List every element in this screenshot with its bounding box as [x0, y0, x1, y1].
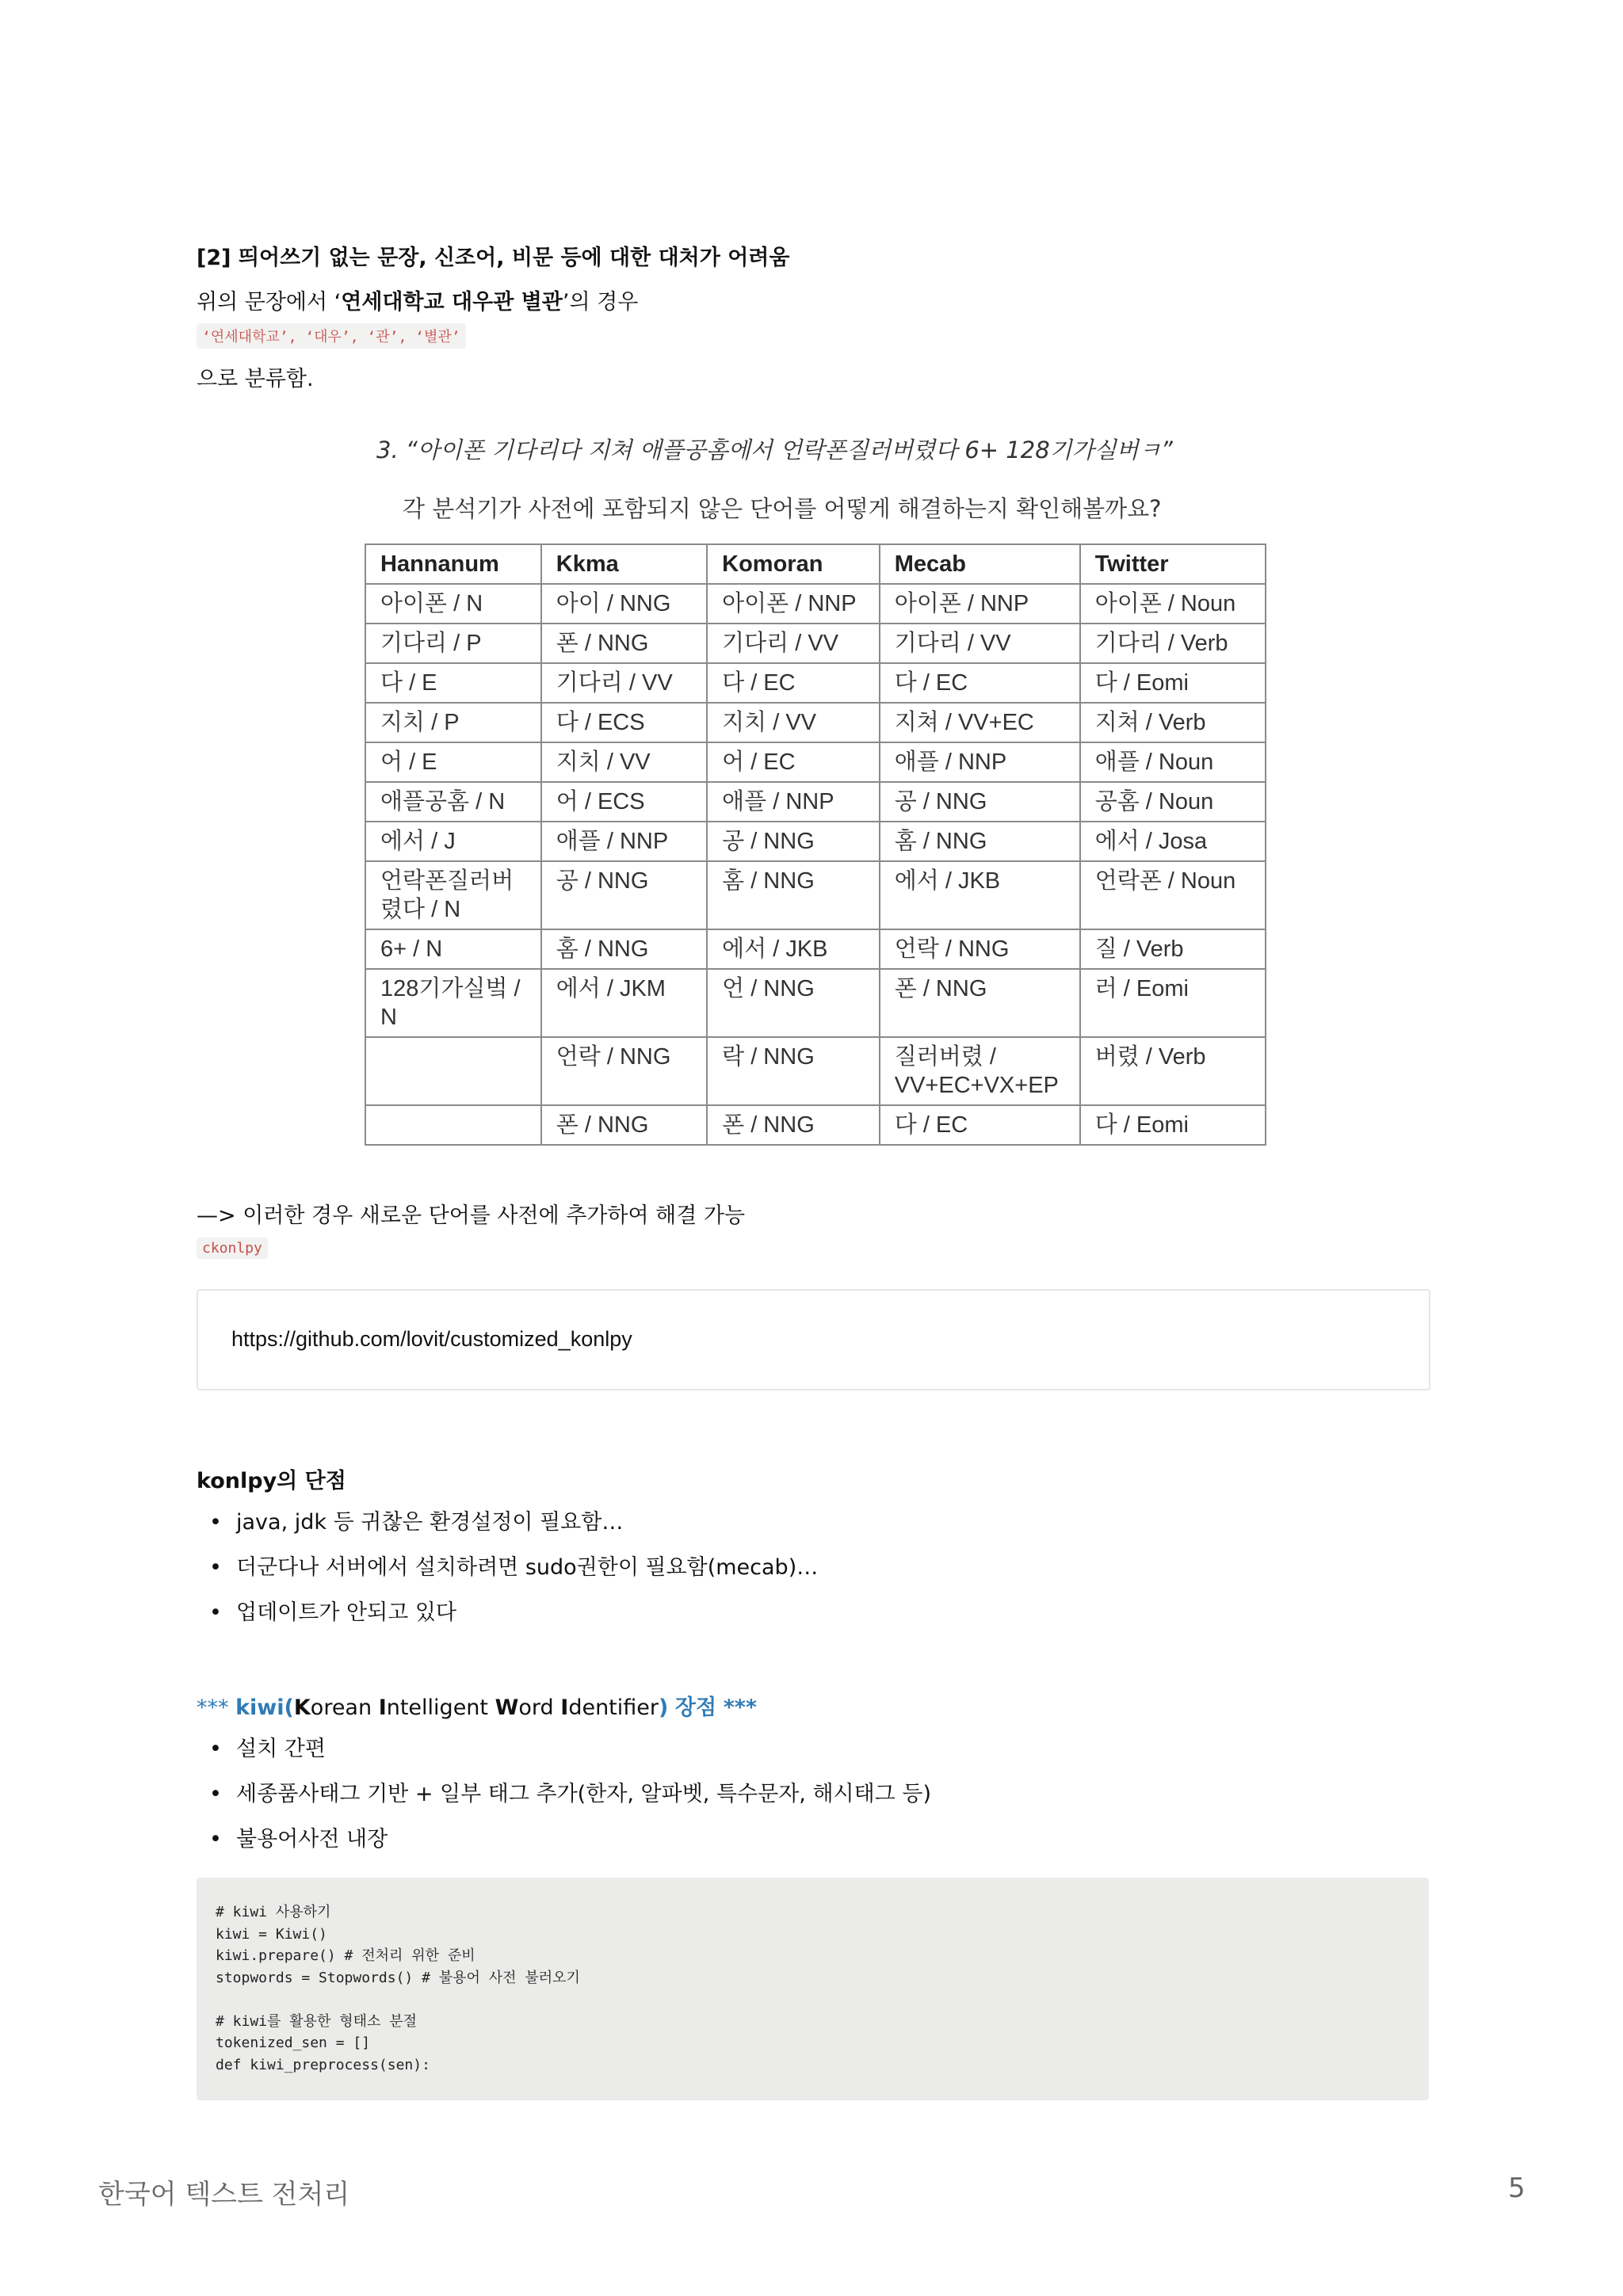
kiwi-ntelligent: ntelligent [386, 1695, 495, 1720]
split-code-chip: ‘연세대학교’, ‘대우’, ‘관’, ‘별관’ [197, 323, 466, 349]
solution-text: —> 이러한 경우 새로운 단어를 사전에 추가하여 해결 가능 [197, 1203, 746, 1228]
table-cell: 언 / NNG [707, 969, 880, 1037]
kiwi-heading [197, 1690, 757, 1721]
table-cell: 다 / E [365, 663, 541, 703]
kiwi-pros-label: 장점 [674, 1695, 717, 1720]
table-cell: 아이폰 / NNP [880, 584, 1080, 624]
table-cell: 폰 / NNG [880, 969, 1080, 1037]
kiwi-stars: *** [197, 1695, 229, 1720]
table-cell: 홈 / NNG [541, 929, 707, 969]
table-cell [365, 1037, 541, 1105]
table-cell: 공 / NNG [541, 861, 707, 929]
code-block [197, 1878, 1429, 2100]
kiwi-paren-close: ) [658, 1695, 669, 1720]
table-cell: 폰 / NNG [541, 624, 707, 663]
kiwi-ord: ord [518, 1695, 561, 1720]
list-item: • 업데이트가 안되고 있다 [197, 1597, 818, 1642]
table-cell: 다 / EC [880, 1105, 1080, 1145]
column-header: Mecab [880, 544, 1080, 584]
table-cell [365, 1105, 541, 1145]
table-cell: 128기가실벜 / N [365, 969, 541, 1037]
table-cell: 폰 / NNG [707, 1105, 880, 1145]
table-row [365, 584, 1266, 624]
table-row [365, 822, 1266, 861]
table-cell: 지치 / VV [707, 703, 880, 742]
column-header: Hannanum [365, 544, 541, 584]
table-cell: 지치 / P [365, 703, 541, 742]
intro-paragraph [197, 284, 638, 315]
list-item: • 더군다나 서버에서 설치하려면 sudo권한이 필요함(mecab)… [197, 1552, 818, 1597]
column-header: Komoran [707, 544, 880, 584]
code-content: # kiwi 사용하기 kiwi = Kiwi() kiwi.prepare() # 전처리 위한 준비 stopwords = Stopwords() # 불용어 사전 불러오기 # kiwi를 활용한 형태소 분절 tokenized_sen = [] def kiwi_preprocess(sen): [216, 1904, 580, 2073]
table-cell: 언락 / NNG [880, 929, 1080, 969]
table-cell: 애플 / NNP [880, 742, 1080, 782]
table-cell: 아이폰 / NNP [707, 584, 880, 624]
cons-list [197, 1507, 818, 1642]
table-cell: 애플 / NNP [541, 822, 707, 861]
table-cell: 기다리 / P [365, 624, 541, 663]
classified-text: 으로 분류함. [197, 367, 314, 391]
table-cell: 홈 / NNG [707, 861, 880, 929]
intro-prefix: 위의 문장에서 ‘ [197, 290, 342, 315]
table-cell: 에서 / JKB [880, 861, 1080, 929]
table-cell: 다 / ECS [541, 703, 707, 742]
table-row [365, 782, 1266, 822]
table-cell: 에서 / JKB [707, 929, 880, 969]
table-row [365, 1105, 1266, 1145]
table-cell: 다 / Eomi [1080, 1105, 1266, 1145]
table-cell: 다 / EC [707, 663, 880, 703]
table-cell: 기다리 / VV [707, 624, 880, 663]
table-cell: 애플 / NNP [707, 782, 880, 822]
kiwi-dentifier: dentifier [568, 1695, 659, 1720]
table-row [365, 1037, 1266, 1105]
kiwi-k: K [293, 1695, 311, 1720]
cons-heading: konlpy의 단점 [197, 1469, 346, 1493]
table-cell: 애플공홈 / N [365, 782, 541, 822]
table-cell: 다 / Eomi [1080, 663, 1266, 703]
table-cell: 아이폰 / N [365, 584, 541, 624]
table-cell: 버렸 / Verb [1080, 1037, 1266, 1105]
github-bookmark[interactable] [197, 1289, 1430, 1390]
morph-table [365, 543, 1266, 1146]
kiwi-i2: I [560, 1695, 569, 1720]
table-cell: 에서 / J [365, 822, 541, 861]
table-row [365, 624, 1266, 663]
list-item: • java, jdk 등 귀찮은 환경설정이 필요함… [197, 1507, 818, 1552]
table-cell: 어 / EC [707, 742, 880, 782]
table-cell: 공 / NNG [880, 782, 1080, 822]
column-header: Kkma [541, 544, 707, 584]
table-cell: 기다리 / VV [541, 663, 707, 703]
kiwi-i: I [378, 1695, 387, 1720]
table-header-row [365, 544, 1266, 584]
page-number: 5 [1508, 2172, 1526, 2204]
table-cell: 어 / E [365, 742, 541, 782]
table-cell: 아이폰 / Noun [1080, 584, 1266, 624]
list-item: • 세종품사태그 기반 + 일부 태그 추가(한자, 알파벳, 특수문자, 해시태그 등) [197, 1779, 931, 1824]
footer-title: 한국어 텍스트 전처리 [98, 2179, 350, 2210]
figure-subtitle: 각 분석기가 사전에 포함되지 않은 단어를 어떻게 해결하는지 확인해볼까요? [403, 495, 1162, 522]
table-cell: 기다리 / VV [880, 624, 1080, 663]
table-cell: 다 / EC [880, 663, 1080, 703]
table-row [365, 663, 1266, 703]
table-cell: 폰 / NNG [541, 1105, 707, 1145]
table-cell: 에서 / Josa [1080, 822, 1266, 861]
list-item: • 불용어사전 내장 [197, 1824, 931, 1869]
intro-suffix: ’의 경우 [562, 290, 639, 315]
ckonlpy-code-chip: ckonlpy [197, 1238, 268, 1259]
table-cell: 공 / NNG [707, 822, 880, 861]
intro-bold: 연세대학교 대우관 별관 [341, 290, 563, 315]
table-row [365, 929, 1266, 969]
table-cell: 6+ / N [365, 929, 541, 969]
kiwi-w: W [495, 1695, 519, 1720]
table-cell: 아이 / NNG [541, 584, 707, 624]
kiwi-paren-open: ( [284, 1695, 294, 1720]
table-cell: 질 / Verb [1080, 929, 1266, 969]
table-cell: 지쳐 / Verb [1080, 703, 1266, 742]
section-heading: [2] 띄어쓰기 없는 문장, 신조어, 비문 등에 대한 대처가 어려움 [197, 246, 790, 270]
kiwi-name: kiwi [235, 1695, 285, 1720]
table-row [365, 969, 1266, 1037]
table-cell: 러 / Eomi [1080, 969, 1266, 1037]
table-cell: 락 / NNG [707, 1037, 880, 1105]
table-cell: 언락 / NNG [541, 1037, 707, 1105]
table-cell: 홈 / NNG [880, 822, 1080, 861]
column-header: Twitter [1080, 544, 1266, 584]
pros-list [197, 1733, 931, 1869]
table-cell: 공홈 / Noun [1080, 782, 1266, 822]
table-row [365, 742, 1266, 782]
table-cell: 에서 / JKM [541, 969, 707, 1037]
morph-analysis-figure [365, 417, 1272, 1164]
kiwi-stars-end: *** [723, 1695, 758, 1720]
table-cell: 지쳐 / VV+EC [880, 703, 1080, 742]
table-cell: 질러버렸 / VV+EC+VX+EP [880, 1037, 1080, 1105]
table-cell: 언락폰 / Noun [1080, 861, 1266, 929]
table-cell: 언락폰질러버렸다 / N [365, 861, 541, 929]
table-row [365, 861, 1266, 929]
figure-title: 3. “아이폰 기다리다 지쳐 애플공홈에서 언락폰질러버렸다 6+ 128기가실버ㅋ” [376, 437, 1173, 463]
table-cell: 애플 / Noun [1080, 742, 1266, 782]
list-item: • 설치 간편 [197, 1733, 931, 1779]
table-cell: 기다리 / Verb [1080, 624, 1266, 663]
table-cell: 어 / ECS [541, 782, 707, 822]
bookmark-url[interactable]: https://github.com/lovit/customized_konlpy [231, 1327, 632, 1351]
table-cell: 지치 / VV [541, 742, 707, 782]
table-row [365, 703, 1266, 742]
kiwi-orean: orean [310, 1695, 379, 1720]
